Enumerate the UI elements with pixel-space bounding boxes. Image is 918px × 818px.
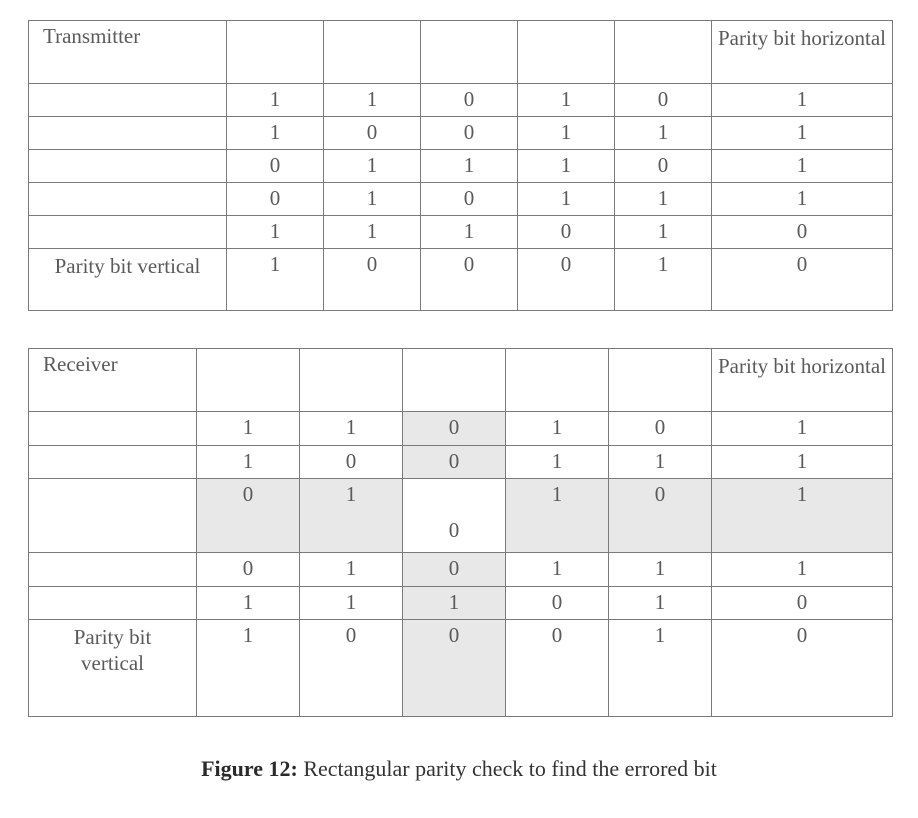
horizontal-parity-cell: 1	[712, 553, 893, 587]
table-row	[29, 587, 893, 620]
horizontal-parity-cell: 1	[712, 117, 893, 150]
bit-cell: 1	[300, 587, 403, 620]
bit-cell: 1	[324, 84, 421, 117]
transmitter-title: Transmitter	[29, 21, 227, 84]
horizontal-parity-cell: 0	[712, 216, 893, 249]
bit-cell: 0	[609, 412, 712, 446]
bit-cell: 1	[615, 117, 712, 150]
horizontal-parity-cell: 1	[712, 446, 893, 479]
bit-cell: 1	[197, 587, 300, 620]
vertical-parity-cell: 0	[518, 249, 615, 311]
table-row	[29, 446, 893, 479]
vertical-parity-cell: 0	[324, 249, 421, 311]
bit-cell: 1	[609, 446, 712, 479]
vertical-parity-cell: 0	[300, 620, 403, 717]
bit-cell: 1	[506, 412, 609, 446]
bit-cell: 1	[615, 216, 712, 249]
table-row	[29, 183, 893, 216]
figure-caption	[0, 756, 918, 782]
bit-cell-error-row: 0	[197, 479, 300, 553]
table-row	[29, 150, 893, 183]
figure-caption-label: Figure 12:	[201, 756, 298, 781]
vertical-parity-cell: 0	[506, 620, 609, 717]
bit-cell: 1	[518, 84, 615, 117]
bit-cell: 1	[609, 587, 712, 620]
bit-cell: 0	[421, 84, 518, 117]
bit-cell-error-column: 0	[403, 446, 506, 479]
bit-cell: 0	[324, 117, 421, 150]
vertical-parity-cell: 1	[197, 620, 300, 717]
vertical-parity-cell: 0	[712, 620, 893, 717]
transmitter-horizontal-parity-header: Parity bit horizontal	[712, 21, 893, 84]
bit-cell-error-column: 0	[403, 412, 506, 446]
table-row	[29, 84, 893, 117]
horizontal-parity-cell-error-row: 1	[712, 479, 893, 553]
bit-cell: 0	[421, 183, 518, 216]
table-row	[29, 117, 893, 150]
errored-bit-cell	[403, 479, 506, 553]
bit-cell: 0	[518, 216, 615, 249]
bit-cell: 1	[518, 150, 615, 183]
bit-cell: 0	[197, 553, 300, 587]
transmitter-vertical-parity-label: Parity bit vertical	[29, 249, 227, 311]
bit-cell: 1	[227, 84, 324, 117]
horizontal-parity-cell: 1	[712, 412, 893, 446]
bit-cell: 1	[324, 150, 421, 183]
horizontal-parity-cell: 1	[712, 150, 893, 183]
bit-cell: 1	[324, 183, 421, 216]
receiver-horizontal-parity-header: Parity bit horizontal	[712, 349, 893, 412]
bit-cell: 1	[506, 553, 609, 587]
bit-cell-error-column: 0	[403, 553, 506, 587]
bit-cell: 0	[227, 183, 324, 216]
bit-cell: 1	[227, 216, 324, 249]
bit-cell: 1	[421, 150, 518, 183]
horizontal-parity-cell: 1	[712, 183, 893, 216]
receiver-title: Receiver	[29, 349, 197, 412]
vertical-parity-cell-error-column: 0	[403, 620, 506, 717]
receiver-header-row	[29, 349, 893, 412]
bit-cell: 0	[227, 150, 324, 183]
vertical-parity-cell: 1	[609, 620, 712, 717]
bit-cell: 0	[506, 587, 609, 620]
bit-cell-error-row: 1	[506, 479, 609, 553]
table-row	[29, 216, 893, 249]
transmitter-vertical-parity-row	[29, 249, 893, 311]
bit-cell: 0	[615, 84, 712, 117]
bit-cell-error-row: 1	[300, 479, 403, 553]
table-row-error	[29, 479, 893, 553]
vertical-parity-cell: 0	[421, 249, 518, 311]
receiver-vertical-parity-label: Parity bit vertical	[29, 620, 197, 717]
bit-cell: 1	[421, 216, 518, 249]
bit-cell: 1	[300, 412, 403, 446]
bit-cell: 0	[615, 150, 712, 183]
bit-cell: 1	[300, 553, 403, 587]
bit-cell-error-column: 1	[403, 587, 506, 620]
table-row	[29, 553, 893, 587]
bit-cell-error-row: 0	[609, 479, 712, 553]
horizontal-parity-cell: 0	[712, 587, 893, 620]
receiver-table	[28, 348, 893, 717]
bit-cell: 1	[324, 216, 421, 249]
vertical-parity-cell: 1	[227, 249, 324, 311]
transmitter-table	[28, 20, 893, 311]
transmitter-header-row	[29, 21, 893, 84]
bit-cell: 1	[506, 446, 609, 479]
receiver-vertical-parity-row	[29, 620, 893, 717]
figure-caption-text: Rectangular parity check to find the errored bit	[297, 756, 717, 781]
errored-bit: 0	[448, 518, 460, 542]
bit-cell: 0	[421, 117, 518, 150]
bit-cell: 1	[197, 412, 300, 446]
bit-cell: 1	[518, 117, 615, 150]
bit-cell: 1	[197, 446, 300, 479]
bit-cell: 1	[518, 183, 615, 216]
vertical-parity-cell: 0	[712, 249, 893, 311]
bit-cell: 1	[615, 183, 712, 216]
table-row	[29, 412, 893, 446]
bit-cell: 1	[227, 117, 324, 150]
horizontal-parity-cell: 1	[712, 84, 893, 117]
bit-cell: 0	[300, 446, 403, 479]
bit-cell: 1	[609, 553, 712, 587]
vertical-parity-cell: 1	[615, 249, 712, 311]
